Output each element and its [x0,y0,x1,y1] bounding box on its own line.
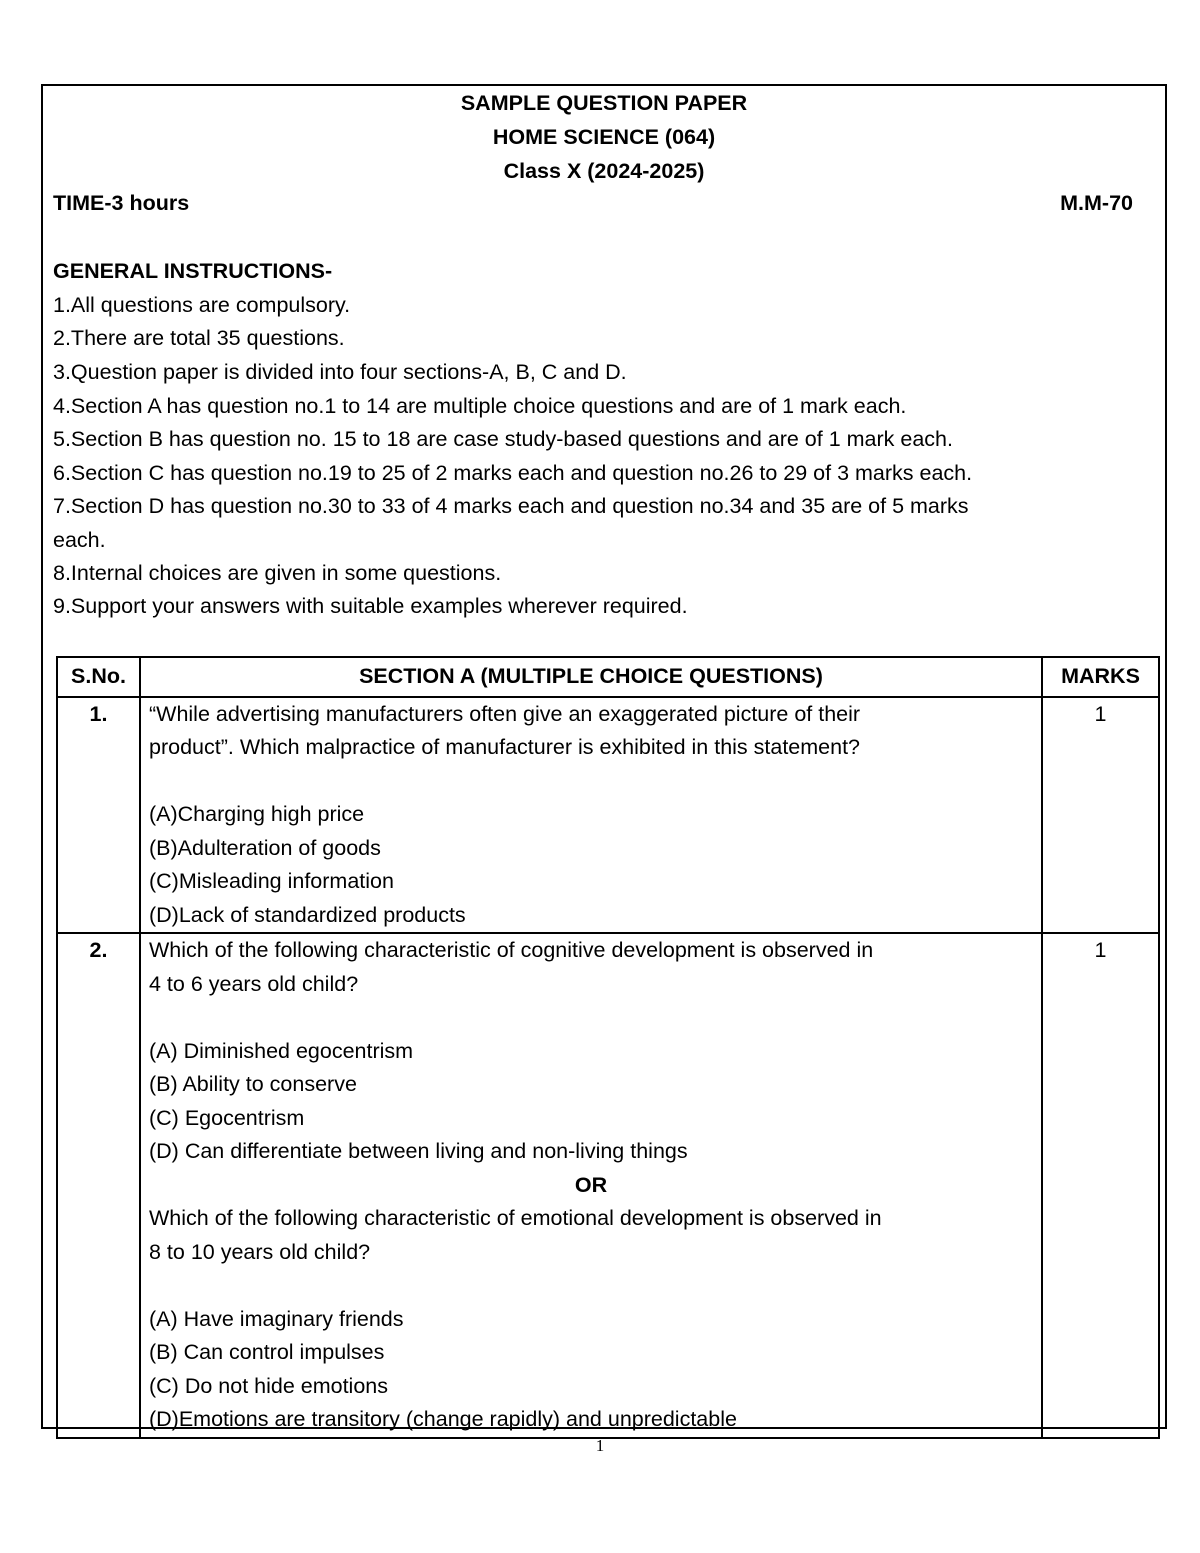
instruction-item: 9.Support your answers with suitable examples wherever required. [53,594,688,618]
alt-stem-line: Which of the following characteristic of emotional development is observed in [149,1206,882,1230]
instruction-item: 3.Question paper is divided into four sections-A, B, C and D. [53,360,627,384]
blank-gap [149,1001,1033,1035]
option-line: (A)Charging high price [149,802,365,826]
option-line: (C) Egocentrism [149,1105,305,1130]
alt-option-line: (C) Do not hide emotions [149,1373,388,1398]
sno-header: S.No. [57,657,140,697]
option-line: (A) Diminished egocentrism [149,1038,414,1063]
blank-gap [149,765,1033,799]
question-number: 2. [57,933,140,1438]
or-separator: OR [574,1172,608,1197]
section-header: SECTION A (MULTIPLE CHOICE QUESTIONS) [140,657,1042,697]
marks-header: MARKS [1042,657,1159,697]
time-label: TIME-3 hours [53,191,190,215]
table-row [57,933,1159,1438]
instructions-heading: GENERAL INSTRUCTIONS- [53,259,333,283]
blank-gap [149,1269,1033,1303]
table-row [57,697,1159,934]
paper-subject: HOME SCIENCE (064) [492,125,716,149]
alt-option-line: (A) Have imaginary friends [149,1306,404,1331]
alt-option-line: (D)Emotions are transitory (change rapidly) and unpredictable [149,1407,737,1431]
max-marks-label: M.M-70 [1060,191,1133,215]
instruction-item: 4.Section A has question no.1 to 14 are multiple choice questions and are of 1 mark each. [53,394,907,418]
instruction-item: 2.There are total 35 questions. [53,326,345,350]
instruction-item: 8.Internal choices are given in some questions. [53,561,502,585]
question-stem-line: “While advertising manufacturers often give an exaggerated picture of their [149,701,861,726]
page-frame [41,84,1167,1429]
option-line: (D)Lack of standardized products [149,902,466,927]
question-stem-line: product”. Which malpractice of manufacturer is exhibited in this statement? [149,735,861,759]
question-stem-line: Which of the following characteristic of cognitive development is observed in [149,938,874,962]
question-stem-line: 4 to 6 years old child? [149,971,359,996]
instruction-item: 6.Section C has question no.19 to 25 of 2 marks each and question no.26 to 29 of 3 marks each. [53,461,973,485]
alt-stem-line: 8 to 10 years old child? [149,1239,371,1264]
instruction-item: 5.Section B has question no. 15 to 18 are case study-based questions and are of 1 mark each. [53,427,953,451]
option-line: (D) Can differentiate between living and non-living things [149,1139,688,1163]
section-a-table [56,656,1160,1439]
instruction-item: each. [53,528,106,552]
instruction-item: 7.Section D has question no.30 to 33 of 4 marks each and question no.34 and 35 are of 5 marks [53,494,969,518]
question-text [140,697,1042,934]
question-marks: 1 [1042,933,1159,1438]
table-header-row [57,657,1159,697]
option-line: (B) Ability to conserve [149,1072,357,1096]
paper-class: Class X (2024-2025) [503,159,705,183]
question-number: 1. [57,697,140,934]
question-marks: 1 [1042,697,1159,934]
paper-title: SAMPLE QUESTION PAPER [460,91,748,115]
question-text [140,933,1042,1438]
option-line: (C)Misleading information [149,869,394,893]
page-number: 1 [595,1436,605,1455]
instruction-item: 1.All questions are compulsory. [53,293,351,317]
alt-option-line: (B) Can control impulses [149,1340,385,1364]
option-line: (B)Adulteration of goods [149,835,381,860]
